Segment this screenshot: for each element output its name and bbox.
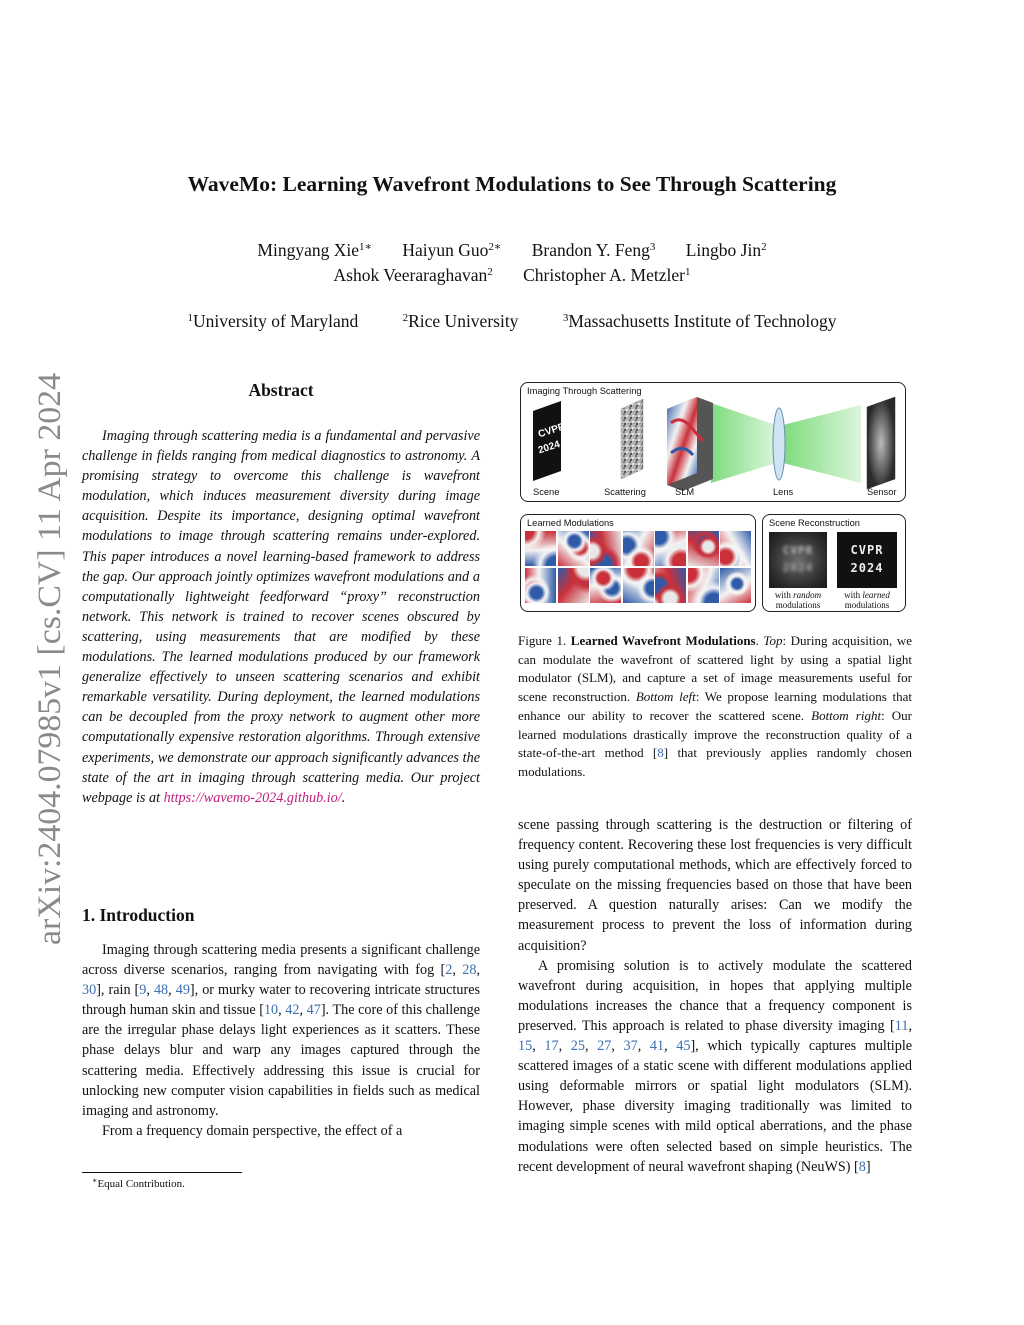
- citation[interactable]: 15: [518, 1038, 533, 1055]
- citation[interactable]: 2: [445, 962, 453, 979]
- scene-card-text: CVPR: [536, 421, 567, 441]
- lens-shape: [773, 408, 785, 480]
- modulation-tile: [688, 568, 719, 603]
- modulation-tile: [590, 568, 621, 603]
- figure-scene-reconstruction-panel: [762, 514, 906, 612]
- right-column-text: [518, 815, 912, 1177]
- modulation-tile: [525, 531, 556, 566]
- footnote: ∗Equal Contribution.: [92, 1176, 185, 1190]
- learned-modulations-title: Learned Modulations: [527, 518, 614, 528]
- recon-learned-label: with learned modulations: [844, 590, 890, 610]
- citation[interactable]: 8: [657, 745, 664, 761]
- modulation-grid: [525, 531, 752, 605]
- author: Brandon Y. Feng$^3$: [531, 240, 656, 260]
- authors-line-1: [0, 240, 1024, 261]
- sensor-shape: [867, 397, 895, 489]
- label-lens: Lens: [773, 487, 794, 497]
- figure-top-panel: [520, 382, 906, 502]
- svg-text:arXiv:2404.07985v1 [cs.CV] 1: arXiv:2404.07985v1 [cs.CV] 11 Apr 2024: [32, 387, 68, 945]
- citation[interactable]: 11: [894, 1017, 909, 1034]
- figure-learned-modulations-panel: [520, 514, 756, 612]
- citation[interactable]: 28: [462, 962, 477, 979]
- citation[interactable]: 17: [544, 1038, 559, 1055]
- citation[interactable]: 49: [175, 982, 190, 999]
- citation[interactable]: 10: [263, 1002, 279, 1019]
- recon-random-image: CVPR 2024: [769, 532, 827, 588]
- author: Lingbo Jin$^2$: [685, 240, 767, 260]
- citation[interactable]: 30: [82, 982, 97, 999]
- intro-paragraph-1: Imaging through scattering media presents a significant challenge across diverse scenarios, ranging from navigating with fog [2, 28, 30], rain [9, 48, 49], or murky water to recovering intricate structures through human skin and tissue [10, 42, 47]. The core of this challenge are the irregular phase delays light experiences as it scatters. These phase delays blur and warp any images captured through the scattering media. Effectively addressing this issue is crucial for unlocking new computer vision capabilities in fields such as medical imaging and astronomy.: [82, 942, 481, 1119]
- modulation-tile: [590, 531, 621, 566]
- abstract-text: Imaging through scattering media is a fundamental and pervasive challenge in fields ranging from medical diagnostics to astronomy. A promising strategy to overcome this challenge is wavefront modulation, which induces measurement diversity during image acquisition. Despite its importance, designing optimal wavefront modulations to image through scattering remains under-explored. This paper introduces a novel learning-based framework to address the gap. Our approach jointly optimizes wavefront modulations and a computationally lightweight feedforward “proxy” reconstruction network. This network is trained to recover scenes obscured by scattering, using measurements that are modified by these modulations. The learned modulations produced by our framework generalize effectively to unseen scattering scenarios and exhibit remarkable versatility. During deployment, the learned modulations can be decoupled from the proxy network to augment other more computationally expensive restoration algorithms. Through extensive experiments, we demonstrate our approach significantly advances the state of the art in imaging through scattering media. Our project webpage is at https://wavemo-2024.github.io/.: [82, 428, 480, 806]
- light-beam: [711, 403, 776, 483]
- scattering-plate: [621, 399, 643, 479]
- right-paragraph-1: scene passing through scattering is the destruction or filtering of frequency content. Recovering these lost frequencies is very difficult using purely computational methods, which are effectively forced to speculate on the missing frequencies based on those that have been preserved. A question naturally arises: Can we modify the measurement process to prevent the loss of information during acquisition?: [518, 817, 912, 954]
- figure-1: [518, 380, 912, 620]
- modulation-tile: [720, 531, 751, 566]
- citation[interactable]: 42: [285, 1002, 300, 1019]
- modulation-tile: [688, 531, 719, 566]
- affiliation: $^2$Rice University: [402, 311, 519, 331]
- affiliation: $^3$Massachusetts Institute of Technology: [562, 311, 837, 331]
- citation[interactable]: 45: [676, 1038, 691, 1055]
- affiliations: [0, 311, 1024, 332]
- top-panel-title: Imaging Through Scattering: [527, 386, 642, 396]
- figure-caption: Figure 1. Learned Wavefront Modulations. Top: During acquisition, we can modulate the wavefront of scattered light by using a spatial light modulator (SLM), and capture a set of image measurements useful for scene reconstruction. Bottom left: We propose learning modulations that enhance our ability to recover the scattered scene. Bottom right: Our learned modulations drastically improve the reconstruction quality of a state-of-the-art method [8] that previously applies randomly chosen modulations.: [518, 633, 912, 779]
- citation[interactable]: 41: [649, 1038, 665, 1055]
- author: Mingyang Xie$^{1∗}$: [257, 240, 372, 260]
- label-slm: SLM: [675, 487, 695, 497]
- label-scene: Scene: [533, 487, 560, 497]
- modulation-tile: [655, 531, 686, 566]
- optical-setup-diagram: [521, 383, 905, 501]
- scene-reconstruction-title: Scene Reconstruction: [769, 518, 860, 528]
- intro-paragraph-2: From a frequency domain perspective, the effect of a: [102, 1122, 403, 1139]
- citation[interactable]: 9: [139, 982, 147, 999]
- author: Christopher A. Metzler$^1$: [523, 265, 691, 285]
- citation[interactable]: 47: [306, 1002, 321, 1019]
- abstract-heading: Abstract: [248, 380, 314, 400]
- recon-learned-image: CVPR 2024: [837, 532, 897, 588]
- modulation-tile: [558, 531, 589, 566]
- light-beam: [783, 405, 861, 483]
- intro-text: [82, 940, 480, 1141]
- paper-title: WaveMo: Learning Wavefront Modulations to See Through Scattering: [187, 172, 837, 196]
- arxiv-stamp: [14, 370, 74, 950]
- affiliation: $^1$University of Maryland: [187, 311, 359, 331]
- modulation-tile: [623, 531, 654, 566]
- modulation-tile: [525, 568, 556, 603]
- intro-heading: 1. Introduction: [82, 905, 195, 925]
- modulation-tile: [558, 568, 589, 603]
- recon-random-label: with random modulations: [774, 590, 822, 610]
- citation[interactable]: 27: [597, 1038, 612, 1055]
- modulation-tile: [720, 568, 751, 603]
- citation[interactable]: 37: [623, 1038, 638, 1055]
- right-paragraph-2: A promising solution is to actively modulate the scattered wavefront during acquisition, in hopes that applying multiple modulations increases the chance that a frequency component is preserved. This approach is related to phase diversity imaging [11, 15, 17, 25, 27, 37, 41, 45], which typically captures multiple scattered images of a static scene with different modulations applied using deformable mirrors or spatial light modulators (SLM). However, phase diversity imaging traditionally was limited to imaging simple scenes with mild optical aberrations, and the phase modulations were often selected based on simple heuristics. The recent development of neural wavefront shaping (NeuWS) [8]: [518, 957, 913, 1175]
- citation[interactable]: 25: [570, 1038, 585, 1055]
- author: Ashok Veeraraghavan$^2$: [333, 265, 493, 285]
- modulation-tile: [655, 568, 686, 603]
- citation[interactable]: 8: [858, 1158, 866, 1175]
- project-link[interactable]: https://wavemo-2024.github.io/: [163, 789, 342, 806]
- authors-line-2: [0, 265, 1024, 286]
- author: Haiyun Guo$^{2∗}$: [402, 240, 502, 260]
- slm-face: [667, 397, 697, 485]
- label-sensor: Sensor: [867, 487, 897, 497]
- scene-card-text: 2024: [536, 438, 562, 457]
- footnote-rule: [82, 1172, 242, 1173]
- modulation-tile: [623, 568, 654, 603]
- citation[interactable]: 48: [153, 982, 169, 999]
- label-scattering: Scattering: [604, 487, 646, 497]
